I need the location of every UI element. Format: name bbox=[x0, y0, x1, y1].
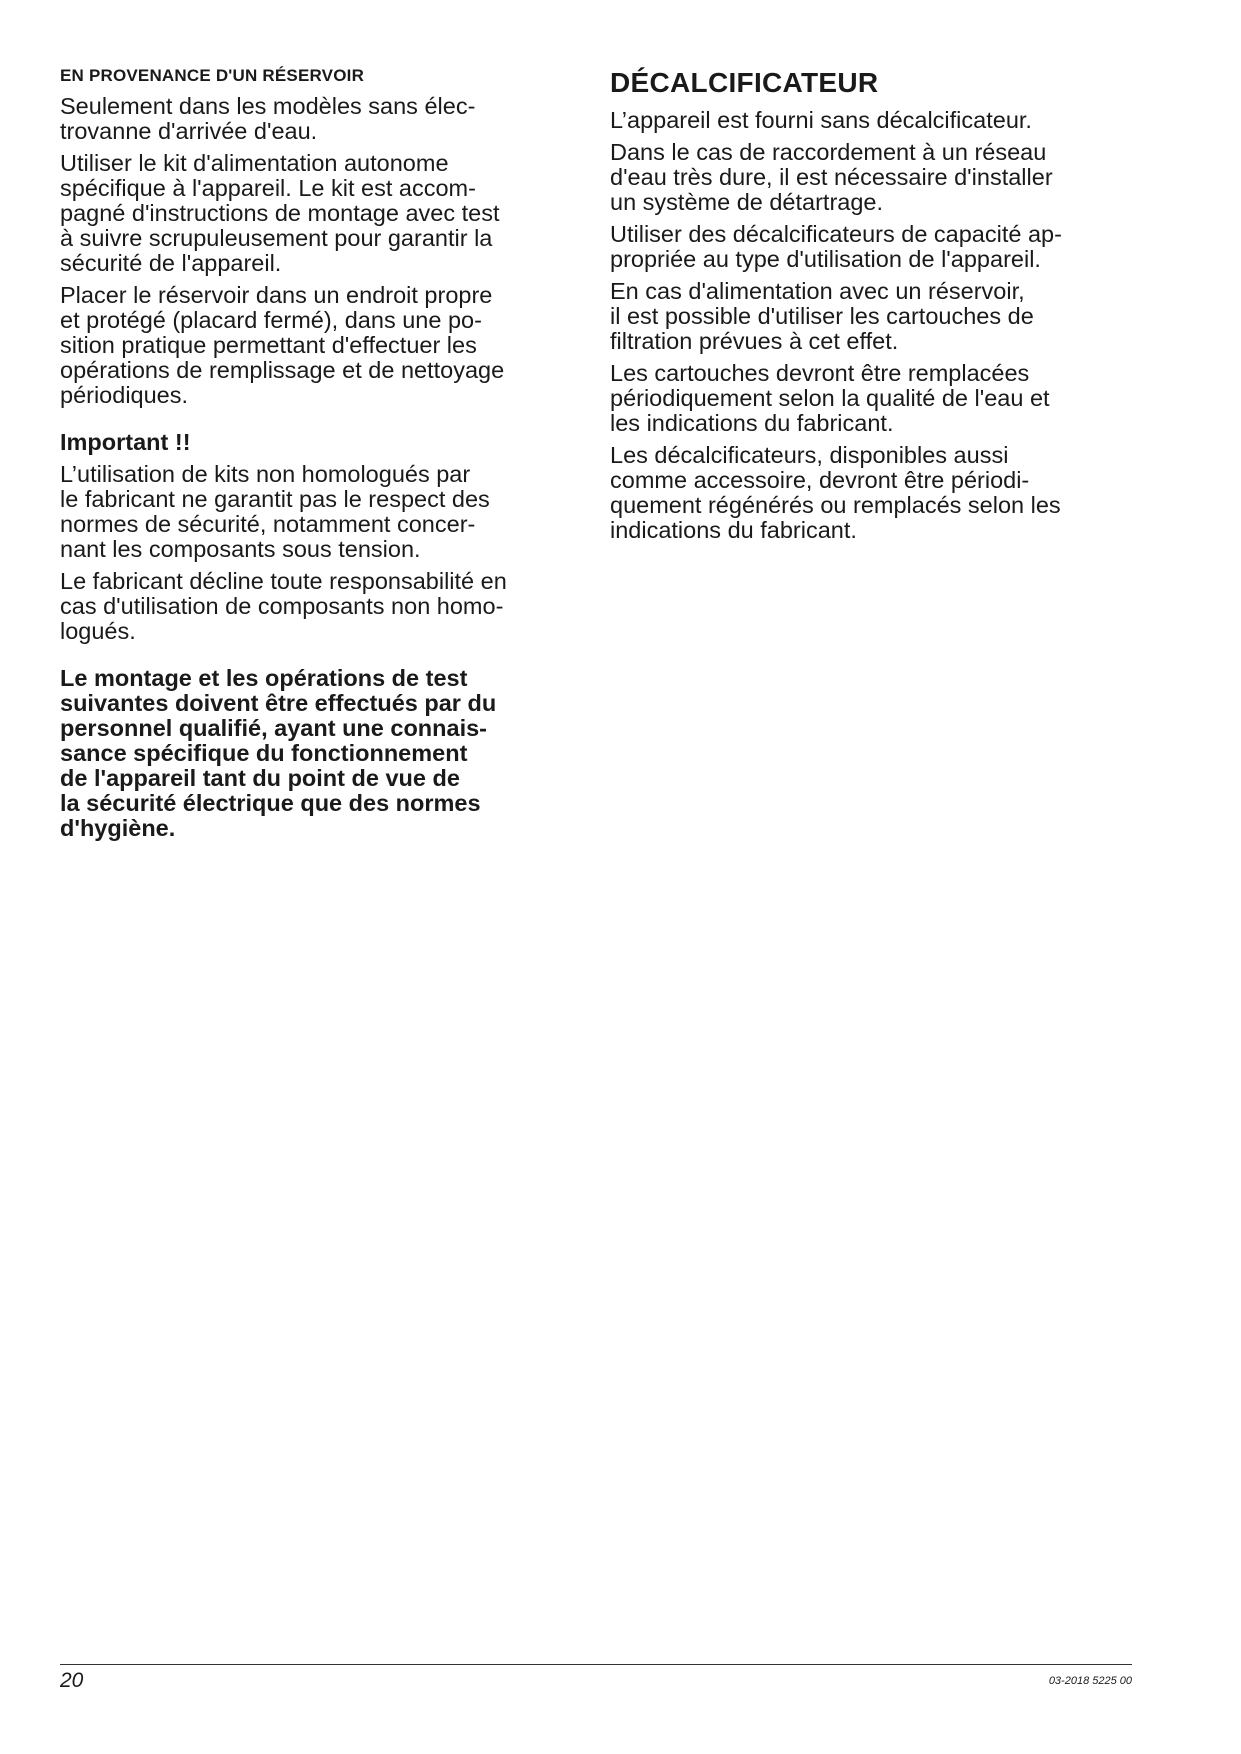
paragraph: Les cartouches devront être remplacées périodiquement selon la qualité de l'eau et les indications du fabricant. bbox=[610, 360, 1050, 436]
paragraph: Utiliser le kit d'alimentation autonome spécifique à l'appareil. Le kit est accom- pagné d'instructions de montage avec test à suivre scrupuleusement pour garantir la sécurité de l'appareil. bbox=[60, 150, 500, 276]
paragraph: Placer le réservoir dans un endroit propre et protégé (placard fermé), dans une po- sition pratique permettant d'effectuer les opérations de remplissage et de nettoyage périodiques. bbox=[60, 282, 505, 408]
document-code: 03-2018 5225 00 bbox=[1048, 1675, 1132, 1687]
paragraph: Les décalcificateurs, disponibles aussi comme accessoire, devront être périodi- quement régénérés ou remplacés selon les indications du fabricant. bbox=[610, 442, 1061, 543]
right-column bbox=[610, 66, 1140, 550]
important-title: Important !! bbox=[60, 429, 191, 455]
paragraph: Seulement dans les modèles sans élec- trovanne d'arrivée d'eau. bbox=[60, 93, 476, 144]
paragraph: Dans le cas de raccordement à un réseau d'eau très dure, il est nécessaire d'installer un système de détartrage. bbox=[610, 139, 1053, 215]
paragraph: En cas d'alimentation avec un réservoir, il est possible d'utiliser les cartouches de filtration prévues à cet effet. bbox=[610, 278, 1034, 354]
bold-notice: Le montage et les opérations de test suivantes doivent être effectués par du personnel qualifié, ayant une connais- sance spécifique du fonctionnement de l'appareil tant du point de vue de la sécurité électrique que des normes d'hygiène. bbox=[60, 665, 497, 841]
left-column bbox=[60, 66, 580, 848]
paragraph: Utiliser des décalcificateurs de capacité ap- propriée au type d'utilisation de l'appareil. bbox=[610, 221, 1062, 272]
page-number: 20 bbox=[60, 1669, 84, 1692]
footer-divider bbox=[60, 1664, 1132, 1665]
paragraph: L’utilisation de kits non homologués par le fabricant ne garantit pas le respect des normes de sécurité, notamment concer- nant les composants sous tension. bbox=[60, 461, 490, 562]
paragraph: L’appareil est fourni sans décalcificateur. bbox=[610, 107, 1032, 133]
section-heading-decalcificateur: DÉCALCIFICATEUR bbox=[610, 67, 879, 98]
section-heading-reservoir: EN PROVENANCE D'UN RÉSERVOIR bbox=[60, 66, 365, 85]
paragraph: Le fabricant décline toute responsabilité en cas d'utilisation de composants non homo- logués. bbox=[60, 568, 507, 644]
